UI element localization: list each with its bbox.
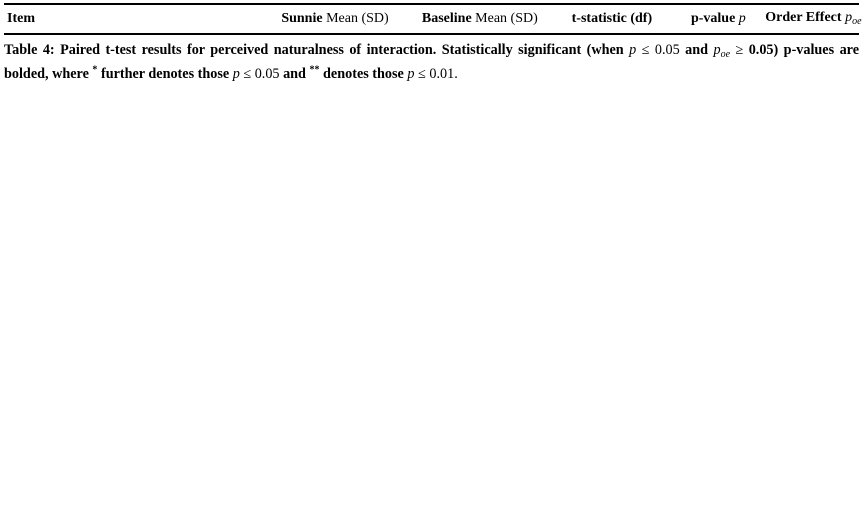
col-header-p-math: p [738,10,746,26]
results-table-header [4,4,862,34]
col-header-baseline-rest: Mean (SD) [475,10,538,26]
caption-segment: and [685,42,714,58]
caption-segment: p [232,65,240,82]
col-header-item-label: Item [7,10,35,26]
caption-segment: p [713,42,721,58]
col-header-order-effect [765,4,862,34]
caption-segment: ) p-values are bolded, where [4,42,859,82]
col-header-t-statistic [552,4,671,34]
caption-segment: Table 4: Paired t-test results for perceived naturalness of interaction. Statistically significant (when [4,42,630,58]
caption-segment: oe [720,49,731,60]
col-header-sunnie-mean [263,4,408,34]
caption-segment: 0.05 [748,42,774,58]
col-header-sunnie-bold: Sunnie [281,10,323,26]
caption-segment: p [407,65,415,82]
results-table [4,3,862,35]
col-header-baseline-bold: Baseline [421,10,472,26]
caption-segment: further denotes those [97,65,233,82]
caption-segment: ≥ [730,42,749,58]
col-header-baseline-mean [407,4,552,34]
caption-segment: and [283,65,310,82]
table-caption [4,41,859,83]
col-header-item [4,4,263,34]
col-header-sunnie-rest: Mean (SD) [326,10,389,26]
caption-segment: ≤ 0.01. [414,65,458,82]
col-header-oe-subscript: oe [852,16,862,27]
caption-segment: ≤ 0.05 [239,65,284,82]
header-row [4,4,859,34]
caption-segment: ≤ 0.05 [636,42,686,58]
caption-segment: * [92,63,98,75]
caption-segment: ** [309,63,320,75]
col-header-p-bold: p-value [690,10,736,26]
paper-table-figure [0,0,863,83]
caption-segment: denotes those [319,65,408,82]
col-header-p-value [672,4,766,34]
col-header-oe-bold: Order Effect [765,10,842,25]
col-header-t-label: t-statistic (df) [571,10,653,26]
col-header-oe-math: p [845,10,853,25]
caption-segment: p [629,42,637,58]
